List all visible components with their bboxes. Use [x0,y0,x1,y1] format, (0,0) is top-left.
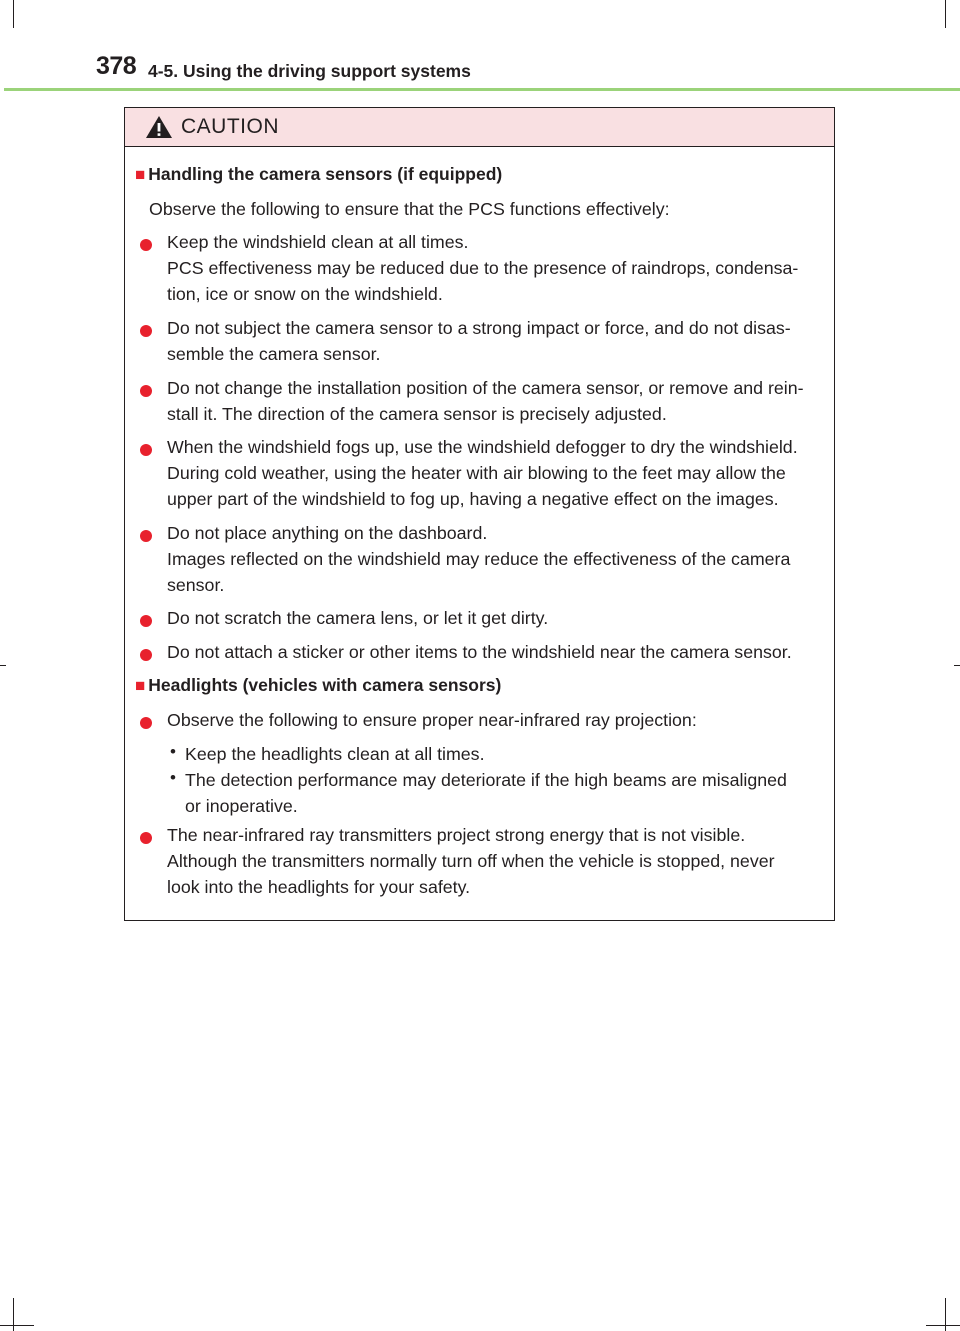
crop-mark-tr-v [945,0,946,28]
crop-mark-ml [0,665,6,666]
bullet-line: upper part of the windshield to fog up, having a negative effect on the images. [167,489,779,509]
bullet-line: Do not place anything on the dashboard. [167,523,488,543]
bullet-line: Do not subject the camera sensor to a strong impact or force, and do not disas- [167,318,791,338]
red-dot-bullet-icon [140,385,152,397]
heading-text: Handling the camera sensors (if equipped) [148,164,503,184]
header-rule [4,88,960,91]
red-dot-bullet-icon [140,717,152,729]
sub-bullet-dot-icon: • [170,768,176,787]
caution-header [125,108,834,147]
crop-mark-bl-v [13,1298,14,1331]
bullet-line: Keep the windshield clean at all times. [167,232,469,252]
intro-text: Observe the following to ensure that the PCS functions effectively: [149,199,670,219]
crop-mark-br-h [926,1325,960,1326]
sub-bullet-line: or inoperative. [185,796,298,816]
section-title: 4-5. Using the driving support systems [148,61,471,81]
sub-bullet-line: Keep the headlights clean at all times. [185,744,485,764]
square-bullet-icon: ■ [135,676,146,695]
bullet-line: PCS effectiveness may be reduced due to the presence of raindrops, condensa- [167,258,799,278]
bullet-line: During cold weather, using the heater with air blowing to the feet may allow the [167,463,786,483]
bullet-line: When the windshield fogs up, use the windshield defogger to dry the windshield. [167,437,798,457]
crop-mark-br-v [945,1298,946,1331]
bullet-line: Although the transmitters normally turn off when the vehicle is stopped, never [167,851,775,871]
bullet-line: semble the camera sensor. [167,344,381,364]
bullet-line: tion, ice or snow on the windshield. [167,284,443,304]
bullet-line: Do not attach a sticker or other items to the windshield near the camera sensor. [167,642,792,662]
bullet-line: Images reflected on the windshield may reduce the effectiveness of the camera [167,549,791,569]
sub-bullet-line: The detection performance may deteriorate if the high beams are misaligned [185,770,787,790]
red-dot-bullet-icon [140,649,152,661]
red-dot-bullet-icon [140,444,152,456]
bullet-line: stall it. The direction of the camera sensor is precisely adjusted. [167,404,667,424]
red-dot-bullet-icon [140,325,152,337]
sub-bullet-dot-icon: • [170,742,176,761]
caution-box [124,107,835,921]
red-dot-bullet-icon [140,615,152,627]
section-heading-headlights [135,675,501,696]
section-heading-camera [135,164,502,185]
page-number: 378 [96,52,137,80]
square-bullet-icon: ■ [135,165,146,184]
bullet-line: sensor. [167,575,225,595]
heading-text: Headlights (vehicles with camera sensors) [148,675,502,695]
bullet-line: Do not change the installation position of the camera sensor, or remove and rein- [167,378,804,398]
red-dot-bullet-icon [140,239,152,251]
bullet-line: Observe the following to ensure proper near-infrared ray projection: [167,710,697,730]
bullet-line: look into the headlights for your safety. [167,877,471,897]
crop-mark-tl-v [13,0,14,28]
warning-triangle-icon [145,115,173,139]
red-dot-bullet-icon [140,530,152,542]
crop-mark-mr [954,665,960,666]
bullet-line: Do not scratch the camera lens, or let it get dirty. [167,608,549,628]
red-dot-bullet-icon [140,832,152,844]
crop-mark-bl-h [0,1325,34,1326]
caution-label: CAUTION [181,115,279,138]
bullet-line: The near-infrared ray transmitters project strong energy that is not visible. [167,825,746,845]
